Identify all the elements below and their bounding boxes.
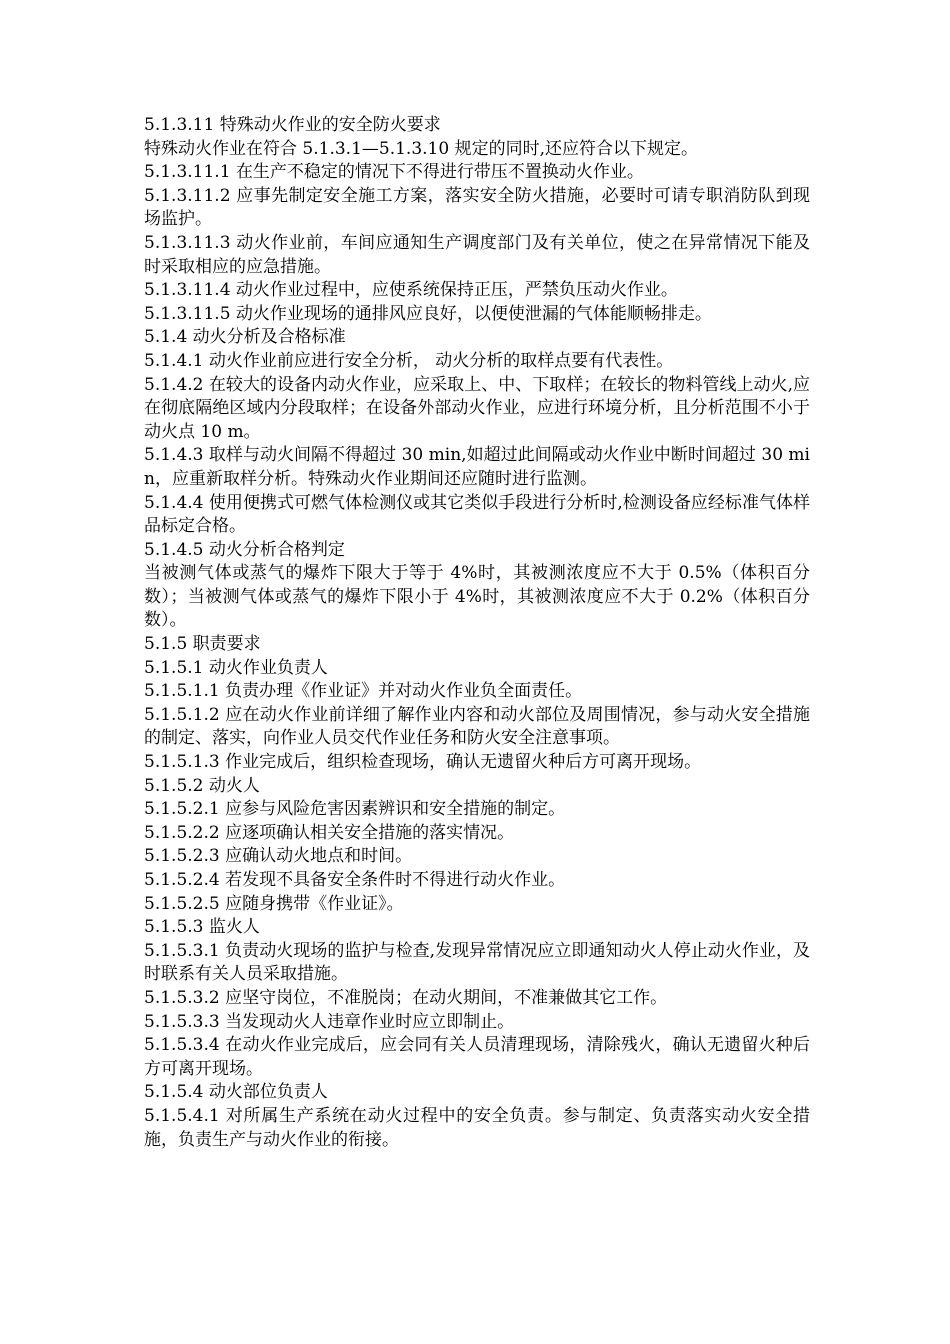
clause-5-1-3-11-4: 5.1.3.11.4 动火作业过程中，应使系统保持正压，严禁负压动火作业。 [144,280,678,301]
clause-5-1-3-11-1: 5.1.3.11.1 在生产不稳定的情况下不得进行带压不置换动火作业。 [144,162,644,183]
clause-5-1-4-1: 5.1.4.1 动火作业前应进行安全分析， 动火分析的取样点要有代表性。 [144,350,674,371]
clause-5-1-5-2-1: 5.1.5.2.1 应参与风险危害因素辨识和安全措施的制定。 [144,799,566,820]
clause-5-1-3-11-5: 5.1.3.11.5 动火作业现场的通排风应良好，以便使泄漏的气体能顺畅排走。 [144,303,712,324]
clause-5-1-5-3-1: 5.1.5.3.1 负责动火现场的监护与检查,发现异常情况应立即通知动火人停止动火作业，及时联系有关人员采取措施。 [144,940,810,985]
clause-5-1-5-2-5: 5.1.5.2.5 应随身携带《作业证》。 [144,893,404,914]
clause-5-1-5-3-4: 5.1.5.3.4 在动火作业完成后，应会同有关人员清理现场，清除残火，确认无遗留火种后方可离开现场。 [144,1035,810,1079]
document-page [144,114,810,1152]
section-heading-5-1-5-3: 5.1.5.3 监火人 [144,917,260,938]
clause-5-1-5-1-3: 5.1.5.1.3 作业完成后，组织检查现场，确认无遗留火种后方可离开现场。 [144,752,702,773]
clause-5-1-4-5: 5.1.4.5 动火分析合格判定 [144,539,345,560]
clause-5-1-5-1-2: 5.1.5.1.2 应在动火作业前详细了解作业内容和动火部位及周围情况，参与动火安全措施的制定、落实，向作业人员交代作业任务和防火安全注意事项。 [144,704,810,749]
clause-5-1-5-1-1: 5.1.5.1.1 负责办理《作业证》并对动火作业负全面责任。 [144,681,583,702]
clause-5-1-4-3: 5.1.4.3 取样与动火间隔不得超过 30 min,如超过此间隔或动火作业中断时间超过 30 min，应重新取样分析。特殊动火作业期间还应随时进行监测。 [144,445,810,489]
clause-5-1-5-3-3: 5.1.5.3.3 当发现动火人违章作业时应立即制止。 [144,1011,515,1032]
clause-5-1-4-2: 5.1.4.2 在较大的设备内动火作业，应采取上、中、下取样；在较长的物料管线上动火,应在彻底隔绝区域内分段取样；在设备外部动火作业，应进行环境分析，且分析范围不小于动火点 10 m。 [144,374,810,442]
clause-5-1-5-2-2: 5.1.5.2.2 应逐项确认相关安全措施的落实情况。 [144,822,515,843]
section-heading-5-1-3-11: 5.1.3.11 特殊动火作业的安全防火要求 [144,115,441,135]
paragraph: 当被测气体或蒸气的爆炸下限大于等于 4%时，其被测浓度应不大于 0.5%（体积百分数）；当被测气体或蒸气的爆炸下限小于 4%时，其被测浓度应不大于 0.2%（体积百分数）。 [144,563,810,631]
clause-5-1-5-2-3: 5.1.5.2.3 应确认动火地点和时间。 [144,846,413,867]
section-heading-5-1-5-1: 5.1.5.1 动火作业负责人 [144,657,328,678]
clause-5-1-5-2-4: 5.1.5.2.4 若发现不具备安全条件时不得进行动火作业。 [144,870,566,890]
section-heading-5-1-4: 5.1.4 动火分析及合格标准 [144,327,346,348]
clause-5-1-3-11-3: 5.1.3.11.3 动火作业前，车间应通知生产调度部门及有关单位，使之在异常情况下能及时采取相应的应急措施。 [144,232,810,277]
section-heading-5-1-5-2: 5.1.5.2 动火人 [144,775,260,796]
clause-5-1-3-11-2: 5.1.3.11.2 应事先制定安全施工方案，落实安全防火措施，必要时可请专职消防队到现场监护。 [144,185,810,230]
section-heading-5-1-5-4: 5.1.5.4 动火部位负责人 [144,1082,328,1103]
clause-5-1-4-4: 5.1.4.4 使用便携式可燃气体检测仪或其它类似手段进行分析时,检测设备应经标准气体样品标定合格。 [144,492,810,537]
clause-5-1-5-4-1: 5.1.5.4.1 对所属生产系统在动火过程中的安全负责。参与制定、负责落实动火安全措施，负责生产与动火作业的衔接。 [144,1105,810,1150]
paragraph: 特殊动火作业在符合 5.1.3.1—5.1.3.10 规定的同时,还应符合以下规定。 [144,138,698,159]
clause-5-1-5-3-2: 5.1.5.3.2 应坚守岗位，不准脱岗；在动火期间，不准兼做其它工作。 [144,987,668,1008]
section-heading-5-1-5: 5.1.5 职责要求 [144,634,261,655]
